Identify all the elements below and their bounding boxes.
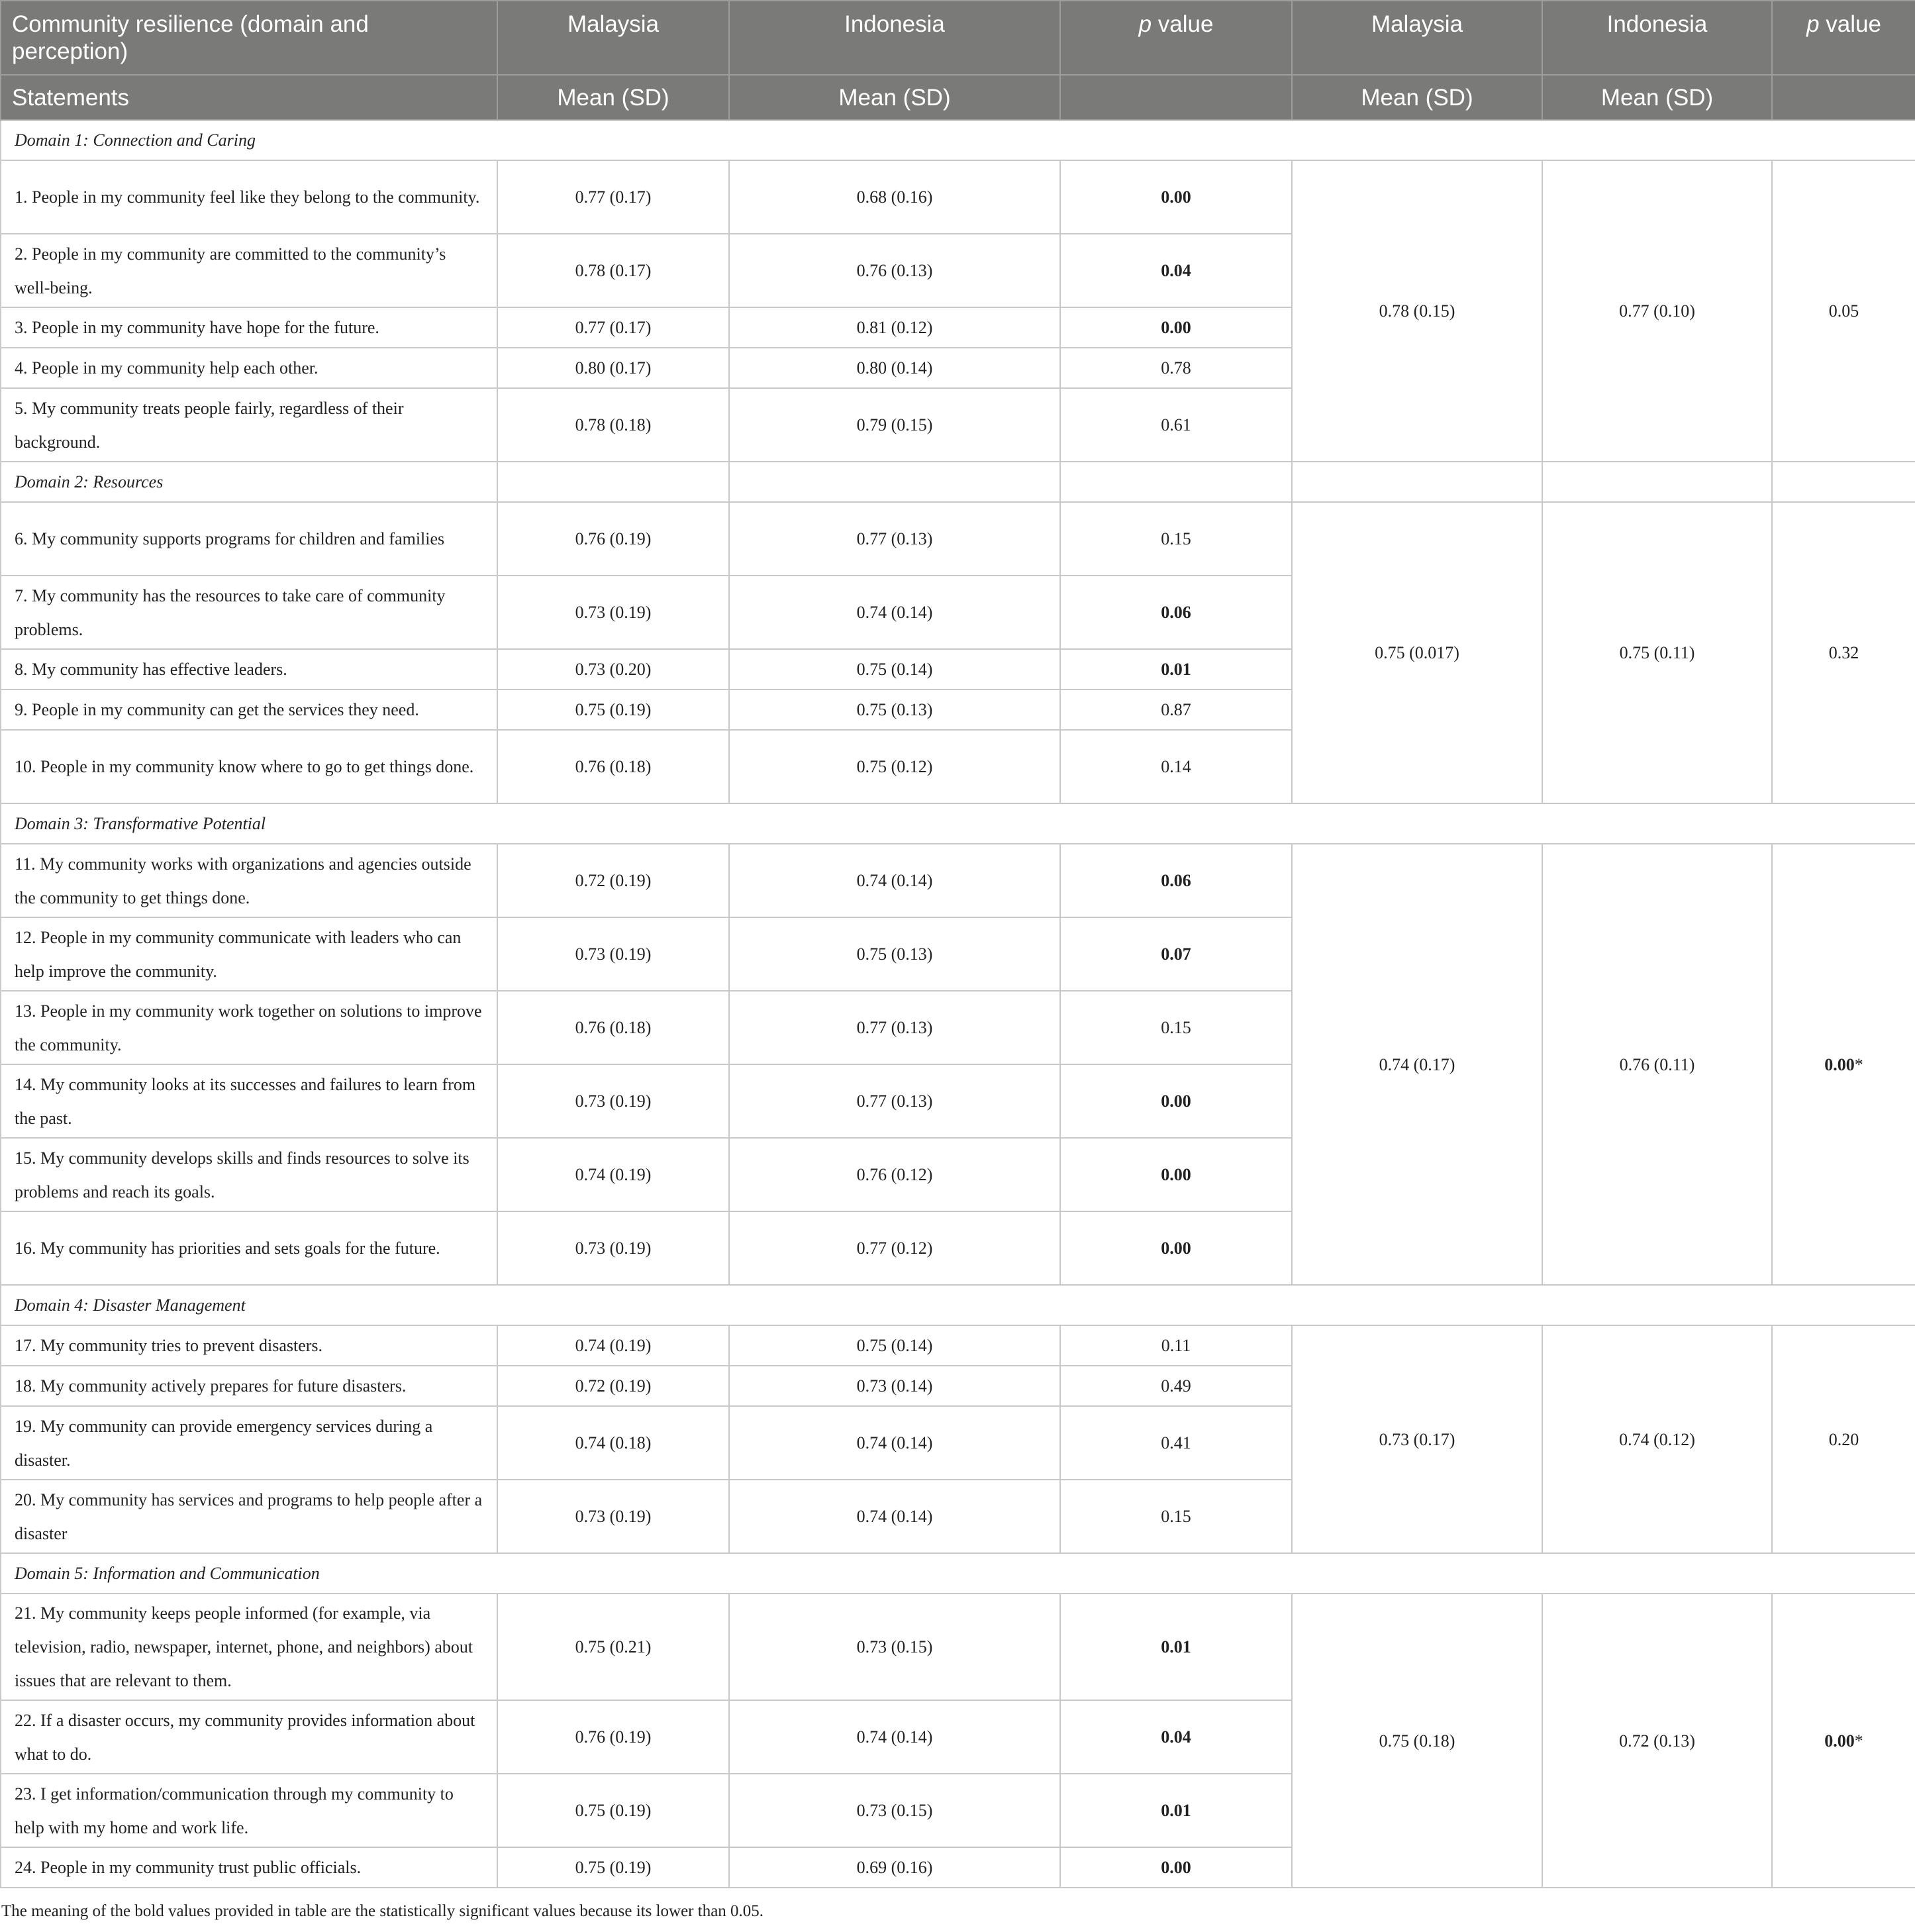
domain-p-value-cell <box>1772 502 1915 803</box>
malaysia-mean-sd: 0.76 (0.18) <box>497 730 729 803</box>
statement-cell: 18. My community actively prepares for future disasters. <box>1 1366 497 1406</box>
malaysia-mean-sd: 0.74 (0.19) <box>497 1138 729 1211</box>
table-row <box>1 160 1915 234</box>
empty-cell <box>1772 462 1915 502</box>
header-mean-sd: Mean (SD) <box>497 75 729 120</box>
statement-cell: 9. People in my community can get the services they need. <box>1 689 497 730</box>
indonesia-mean-sd: 0.74 (0.14) <box>729 1700 1060 1774</box>
domain-malaysia-mean-sd: 0.73 (0.17) <box>1292 1325 1542 1553</box>
p-value-cell: 0.49 <box>1060 1366 1292 1406</box>
p-value-cell: 0.61 <box>1060 388 1292 462</box>
p-value-cell: 0.00 <box>1060 1847 1292 1888</box>
statement-cell: 22. If a disaster occurs, my community provides information about what to do. <box>1 1700 497 1774</box>
statement-cell: 15. My community develops skills and finds resources to solve its problems and reach its goals. <box>1 1138 497 1211</box>
statement-cell: 6. My community supports programs for children and families <box>1 502 497 576</box>
statement-cell: 8. My community has effective leaders. <box>1 649 497 689</box>
statement-cell: 21. My community keeps people informed (for example, via television, radio, newspaper, internet, phone, and neighbors) about issues that are relevant to them. <box>1 1594 497 1700</box>
domain-indonesia-mean-sd: 0.75 (0.11) <box>1542 502 1772 803</box>
malaysia-mean-sd: 0.76 (0.19) <box>497 502 729 576</box>
indonesia-mean-sd: 0.75 (0.13) <box>729 689 1060 730</box>
malaysia-mean-sd: 0.75 (0.19) <box>497 689 729 730</box>
header-empty <box>1772 75 1915 120</box>
header-domain-perception: Community resilience (domain and perception) <box>1 1 497 75</box>
p-value-cell: 0.15 <box>1060 502 1292 576</box>
statement-cell: 1. People in my community feel like they belong to the community. <box>1 160 497 234</box>
domain-malaysia-mean-sd: 0.75 (0.017) <box>1292 502 1542 803</box>
indonesia-mean-sd: 0.80 (0.14) <box>729 348 1060 388</box>
domain-p-value-cell <box>1772 1325 1915 1553</box>
indonesia-mean-sd: 0.74 (0.14) <box>729 844 1060 917</box>
statement-cell: 11. My community works with organizations and agencies outside the community to get things done. <box>1 844 497 917</box>
statement-cell: 23. I get information/communication through my community to help with my home and work life. <box>1 1774 497 1847</box>
indonesia-mean-sd: 0.74 (0.14) <box>729 1480 1060 1553</box>
statement-cell: 10. People in my community know where to go to get things done. <box>1 730 497 803</box>
statement-cell: 17. My community tries to prevent disasters. <box>1 1325 497 1366</box>
statement-cell: 5. My community treats people fairly, regardless of their background. <box>1 388 497 462</box>
header-p-value-items <box>1060 1 1292 75</box>
domain-indonesia-mean-sd: 0.72 (0.13) <box>1542 1594 1772 1888</box>
domain-p-value: 0.05 <box>1828 301 1859 321</box>
header-row-2 <box>1 75 1915 120</box>
domain-p-value: 0.32 <box>1828 643 1859 662</box>
p-symbol: p <box>1138 11 1152 37</box>
indonesia-mean-sd: 0.69 (0.16) <box>729 1847 1060 1888</box>
malaysia-mean-sd: 0.73 (0.20) <box>497 649 729 689</box>
p-value-cell: 0.04 <box>1060 234 1292 307</box>
indonesia-mean-sd: 0.74 (0.14) <box>729 1406 1060 1480</box>
malaysia-mean-sd: 0.78 (0.17) <box>497 234 729 307</box>
empty-cell <box>729 462 1060 502</box>
malaysia-mean-sd: 0.73 (0.19) <box>497 576 729 649</box>
header-mean-sd: Mean (SD) <box>729 75 1060 120</box>
malaysia-mean-sd: 0.76 (0.19) <box>497 1700 729 1774</box>
p-value-cell: 0.14 <box>1060 730 1292 803</box>
p-value-cell: 0.04 <box>1060 1700 1292 1774</box>
domain-malaysia-mean-sd: 0.74 (0.17) <box>1292 844 1542 1285</box>
statement-cell: 19. My community can provide emergency services during a disaster. <box>1 1406 497 1480</box>
header-statements: Statements <box>1 75 497 120</box>
indonesia-mean-sd: 0.73 (0.15) <box>729 1774 1060 1847</box>
domain-p-value-cell <box>1772 1594 1915 1888</box>
domain-row <box>1 803 1915 844</box>
domain-title: Domain 3: Transformative Potential <box>1 803 1915 844</box>
p-value-label: value <box>1152 11 1214 37</box>
indonesia-mean-sd: 0.77 (0.13) <box>729 991 1060 1064</box>
statement-cell: 3. People in my community have hope for the future. <box>1 307 497 348</box>
domain-p-value: 0.00 <box>1824 1731 1855 1751</box>
domain-row <box>1 1285 1915 1325</box>
indonesia-mean-sd: 0.77 (0.13) <box>729 502 1060 576</box>
indonesia-mean-sd: 0.75 (0.12) <box>729 730 1060 803</box>
p-value-cell: 0.00 <box>1060 1138 1292 1211</box>
malaysia-mean-sd: 0.75 (0.19) <box>497 1847 729 1888</box>
indonesia-mean-sd: 0.76 (0.12) <box>729 1138 1060 1211</box>
malaysia-mean-sd: 0.74 (0.19) <box>497 1325 729 1366</box>
significance-star: * <box>1854 1731 1863 1751</box>
p-value-cell: 0.00 <box>1060 307 1292 348</box>
domain-indonesia-mean-sd: 0.74 (0.12) <box>1542 1325 1772 1553</box>
indonesia-mean-sd: 0.75 (0.14) <box>729 649 1060 689</box>
table-body <box>1 120 1915 1888</box>
header-indonesia-domain: Indonesia <box>1542 1 1772 75</box>
domain-title: Domain 1: Connection and Caring <box>1 120 1915 160</box>
header-indonesia-items: Indonesia <box>729 1 1060 75</box>
p-value-cell: 0.41 <box>1060 1406 1292 1480</box>
header-mean-sd: Mean (SD) <box>1542 75 1772 120</box>
table-row <box>1 844 1915 917</box>
indonesia-mean-sd: 0.74 (0.14) <box>729 576 1060 649</box>
domain-p-value-cell <box>1772 160 1915 462</box>
p-value-cell: 0.00 <box>1060 1064 1292 1138</box>
domain-malaysia-mean-sd: 0.78 (0.15) <box>1292 160 1542 462</box>
domain-title: Domain 2: Resources <box>1 462 497 502</box>
indonesia-mean-sd: 0.73 (0.15) <box>729 1594 1060 1700</box>
indonesia-mean-sd: 0.77 (0.12) <box>729 1211 1060 1285</box>
domain-row <box>1 120 1915 160</box>
table-row <box>1 1594 1915 1700</box>
domain-title: Domain 4: Disaster Management <box>1 1285 1915 1325</box>
empty-cell <box>497 462 729 502</box>
p-value-cell: 0.01 <box>1060 649 1292 689</box>
statement-cell: 14. My community looks at its successes and failures to learn from the past. <box>1 1064 497 1138</box>
significance-star: * <box>1854 1054 1863 1074</box>
malaysia-mean-sd: 0.72 (0.19) <box>497 1366 729 1406</box>
indonesia-mean-sd: 0.81 (0.12) <box>729 307 1060 348</box>
indonesia-mean-sd: 0.68 (0.16) <box>729 160 1060 234</box>
domain-p-value: 0.00 <box>1824 1054 1855 1074</box>
indonesia-mean-sd: 0.73 (0.14) <box>729 1366 1060 1406</box>
domain-indonesia-mean-sd: 0.77 (0.10) <box>1542 160 1772 462</box>
statement-cell: 13. People in my community work together on solutions to improve the community. <box>1 991 497 1064</box>
malaysia-mean-sd: 0.76 (0.18) <box>497 991 729 1064</box>
indonesia-mean-sd: 0.79 (0.15) <box>729 388 1060 462</box>
domain-row <box>1 462 1915 502</box>
table-header <box>1 1 1915 120</box>
header-empty <box>1060 75 1292 120</box>
p-value-cell: 0.15 <box>1060 1480 1292 1553</box>
p-symbol: p <box>1806 11 1820 37</box>
domain-malaysia-mean-sd: 0.75 (0.18) <box>1292 1594 1542 1888</box>
domain-indonesia-mean-sd: 0.76 (0.11) <box>1542 844 1772 1285</box>
p-value-label: value <box>1819 11 1881 37</box>
p-value-cell: 0.11 <box>1060 1325 1292 1366</box>
malaysia-mean-sd: 0.73 (0.19) <box>497 1480 729 1553</box>
domain-p-value: 0.20 <box>1828 1429 1859 1449</box>
table-row <box>1 1325 1915 1366</box>
malaysia-mean-sd: 0.75 (0.21) <box>497 1594 729 1700</box>
malaysia-mean-sd: 0.73 (0.19) <box>497 1211 729 1285</box>
malaysia-mean-sd: 0.73 (0.19) <box>497 1064 729 1138</box>
p-value-cell: 0.01 <box>1060 1774 1292 1847</box>
header-malaysia-items: Malaysia <box>497 1 729 75</box>
table-row <box>1 502 1915 576</box>
empty-cell <box>1060 462 1292 502</box>
statement-cell: 20. My community has services and programs to help people after a disaster <box>1 1480 497 1553</box>
domain-row <box>1 1553 1915 1594</box>
malaysia-mean-sd: 0.80 (0.17) <box>497 348 729 388</box>
empty-cell <box>1542 462 1772 502</box>
p-value-cell: 0.15 <box>1060 991 1292 1064</box>
malaysia-mean-sd: 0.75 (0.19) <box>497 1774 729 1847</box>
header-row-1 <box>1 1 1915 75</box>
indonesia-mean-sd: 0.75 (0.14) <box>729 1325 1060 1366</box>
statement-cell: 12. People in my community communicate with leaders who can help improve the community. <box>1 917 497 991</box>
p-value-cell: 0.87 <box>1060 689 1292 730</box>
statement-cell: 7. My community has the resources to take care of community problems. <box>1 576 497 649</box>
p-value-cell: 0.07 <box>1060 917 1292 991</box>
statement-cell: 4. People in my community help each other. <box>1 348 497 388</box>
p-value-cell: 0.06 <box>1060 844 1292 917</box>
header-malaysia-domain: Malaysia <box>1292 1 1542 75</box>
malaysia-mean-sd: 0.74 (0.18) <box>497 1406 729 1480</box>
p-value-cell: 0.78 <box>1060 348 1292 388</box>
p-value-cell: 0.01 <box>1060 1594 1292 1700</box>
empty-cell <box>1292 462 1542 502</box>
domain-p-value-cell <box>1772 844 1915 1285</box>
malaysia-mean-sd: 0.77 (0.17) <box>497 160 729 234</box>
p-value-cell: 0.00 <box>1060 160 1292 234</box>
statement-cell: 2. People in my community are committed to the community’s well-being. <box>1 234 497 307</box>
p-value-cell: 0.00 <box>1060 1211 1292 1285</box>
indonesia-mean-sd: 0.75 (0.13) <box>729 917 1060 991</box>
domain-title: Domain 5: Information and Communication <box>1 1553 1915 1594</box>
malaysia-mean-sd: 0.72 (0.19) <box>497 844 729 917</box>
p-value-cell: 0.06 <box>1060 576 1292 649</box>
malaysia-mean-sd: 0.78 (0.18) <box>497 388 729 462</box>
indonesia-mean-sd: 0.76 (0.13) <box>729 234 1060 307</box>
malaysia-mean-sd: 0.73 (0.19) <box>497 917 729 991</box>
header-p-value-domain <box>1772 1 1915 75</box>
header-mean-sd: Mean (SD) <box>1292 75 1542 120</box>
indonesia-mean-sd: 0.77 (0.13) <box>729 1064 1060 1138</box>
statement-cell: 16. My community has priorities and sets goals for the future. <box>1 1211 497 1285</box>
table-footnote: The meaning of the bold values provided in table are the statistically significant values because its lower than 0.05. <box>1 1902 764 1920</box>
statement-cell: 24. People in my community trust public officials. <box>1 1847 497 1888</box>
malaysia-mean-sd: 0.77 (0.17) <box>497 307 729 348</box>
